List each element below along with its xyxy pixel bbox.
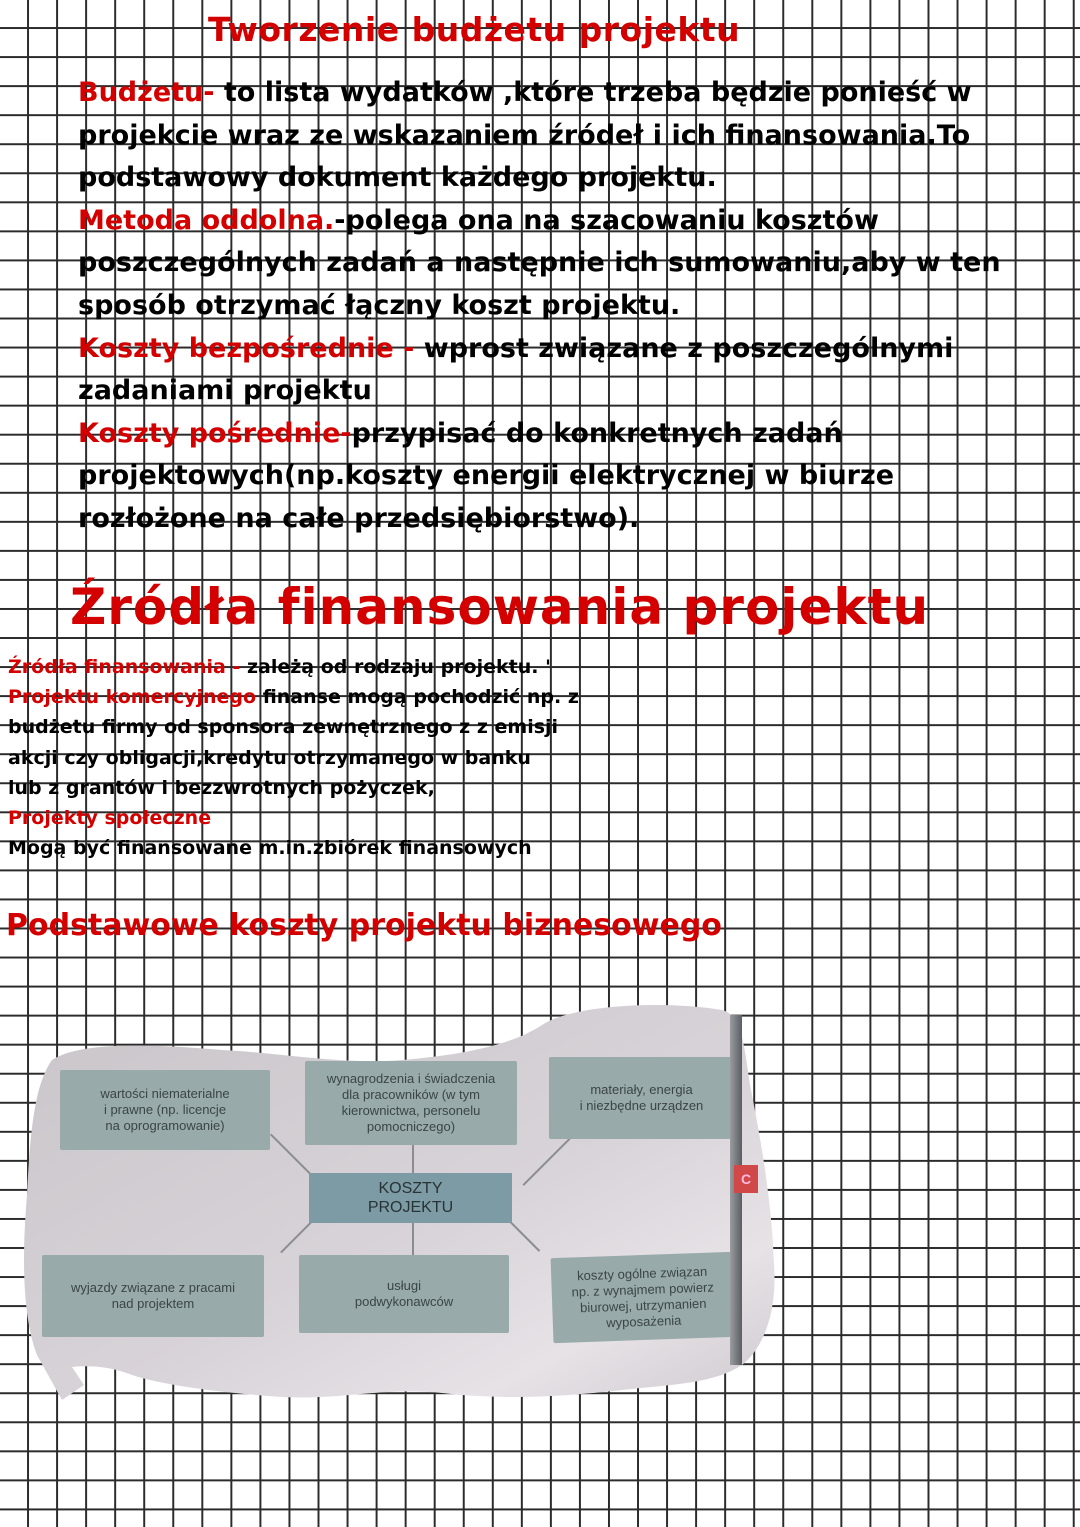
definition-text: podstawowy dokument każdego projektu. xyxy=(78,162,717,194)
budget-definitions xyxy=(78,72,1038,541)
box-text: wyjazdy związane z pracami xyxy=(70,1280,235,1295)
definition-text: wprost związane z poszczególnymi xyxy=(423,332,954,364)
text-line xyxy=(78,328,1038,371)
box-text: podwykonawców xyxy=(354,1294,454,1309)
definition-text: zależą od rodzaju projektu. ' xyxy=(246,656,551,678)
box-text: nad projektem xyxy=(111,1296,195,1311)
definition-text: budżetu firmy od sponsora zewnętrznego z z emisji xyxy=(8,716,559,739)
term-label: Projekty społeczne xyxy=(8,807,212,830)
text-line xyxy=(8,652,628,682)
box-text: i prawne (np. licencje xyxy=(103,1102,227,1117)
term-label: Koszty bezpośrednie - xyxy=(78,332,424,364)
center-text: PROJEKTU xyxy=(367,1199,454,1216)
box-text: wyposażenia xyxy=(605,1312,682,1330)
text-line xyxy=(78,370,1038,413)
definition-text: Mogą być finansowane m.in.zbiórek finansowych xyxy=(8,837,532,860)
definition-text: to lista wydatków ,które trzeba będzie ponieść w xyxy=(223,77,972,108)
section-heading-costs: Podstawowe koszty projektu biznesowego xyxy=(6,908,722,943)
text-line xyxy=(78,157,1038,200)
text-line xyxy=(8,803,628,833)
definition-text: projektowych(np.koszty energii elektrycznej w biurze xyxy=(78,460,895,492)
text-line xyxy=(78,115,1038,158)
box-text: dla pracowników (w tym xyxy=(342,1087,480,1102)
diagram-box-subcontractors xyxy=(299,1255,509,1333)
definition-text: rozłożone na całe przedsiębiorstwo). xyxy=(78,502,640,534)
definition-text: poszczególnych zadań a następnie ich sumowaniu,aby w ten xyxy=(78,247,1001,279)
definition-text: finanse mogą pochodzić np. z xyxy=(262,686,579,709)
box-text: kierownictwa, personelu xyxy=(341,1103,481,1118)
diagram-box-intangible-assets xyxy=(60,1070,270,1150)
term-label: Koszty pośrednie- xyxy=(78,417,352,449)
term-label: Projektu komercyjnego xyxy=(8,686,263,709)
box-text: materiały, energia xyxy=(590,1082,693,1097)
diagram-box-salaries xyxy=(305,1061,517,1145)
box-text: koszty ogólne związan xyxy=(576,1263,708,1283)
costs-diagram-photo xyxy=(22,1005,762,1400)
section-heading-funding: Źródła finansowania projektu xyxy=(70,578,930,636)
definition-text: przypisać do konkretnych zadań xyxy=(351,417,843,449)
definition-text: akcji czy obligacji,kredytu otrzymanego w banku xyxy=(8,746,531,769)
definition-text: -polega ona na szacowaniu kosztów xyxy=(334,204,879,236)
box-text: i niezbędne urządzen xyxy=(579,1098,704,1113)
text-line xyxy=(78,285,1038,328)
diagram-box-materials xyxy=(549,1057,734,1139)
box-text: usługi xyxy=(387,1278,421,1293)
text-line xyxy=(78,455,1038,498)
text-line xyxy=(8,833,628,863)
connector-line xyxy=(412,1220,414,1255)
definition-text: zadaniami projektu xyxy=(78,375,372,407)
text-line xyxy=(8,712,628,742)
box-text: wartości niematerialne xyxy=(100,1086,230,1101)
diagram-box-travel xyxy=(42,1255,264,1337)
diagram-box-overhead xyxy=(551,1252,736,1343)
box-text: biurowej, utrzymanien xyxy=(579,1295,707,1315)
text-line xyxy=(78,242,1038,285)
text-line xyxy=(78,72,1038,115)
box-text: pomocniczego) xyxy=(366,1119,456,1134)
term-label: Źródła finansowania - xyxy=(8,656,247,678)
box-text: na oprogramowanie) xyxy=(105,1118,225,1133)
box-text: wynagrodzenia i świadczenia xyxy=(326,1071,496,1086)
chapter-tab: C xyxy=(734,1165,758,1193)
definition-text: projekcie wraz ze wskazaniem źródeł i ich finansowania.To xyxy=(78,119,971,151)
page-title: Tworzenie budżetu projektu xyxy=(208,10,741,49)
text-line xyxy=(78,498,1038,541)
text-line xyxy=(8,743,628,773)
text-line xyxy=(8,773,628,803)
text-line xyxy=(78,413,1038,456)
term-label: Metoda oddolna. xyxy=(78,204,335,236)
text-line xyxy=(8,682,628,712)
text-line xyxy=(78,200,1038,243)
diagram-center-project-costs xyxy=(309,1173,512,1223)
definition-text: sposób otrzymać łączny koszt projektu. xyxy=(78,289,681,321)
funding-sources-text xyxy=(8,652,628,863)
center-text: KOSZTY xyxy=(378,1180,443,1197)
box-text: np. z wynajmem powierz xyxy=(571,1279,715,1299)
definition-text: lub z grantów i bezzwrotnych pożyczek, xyxy=(8,776,435,799)
term-label: Budżetu- xyxy=(78,77,224,108)
